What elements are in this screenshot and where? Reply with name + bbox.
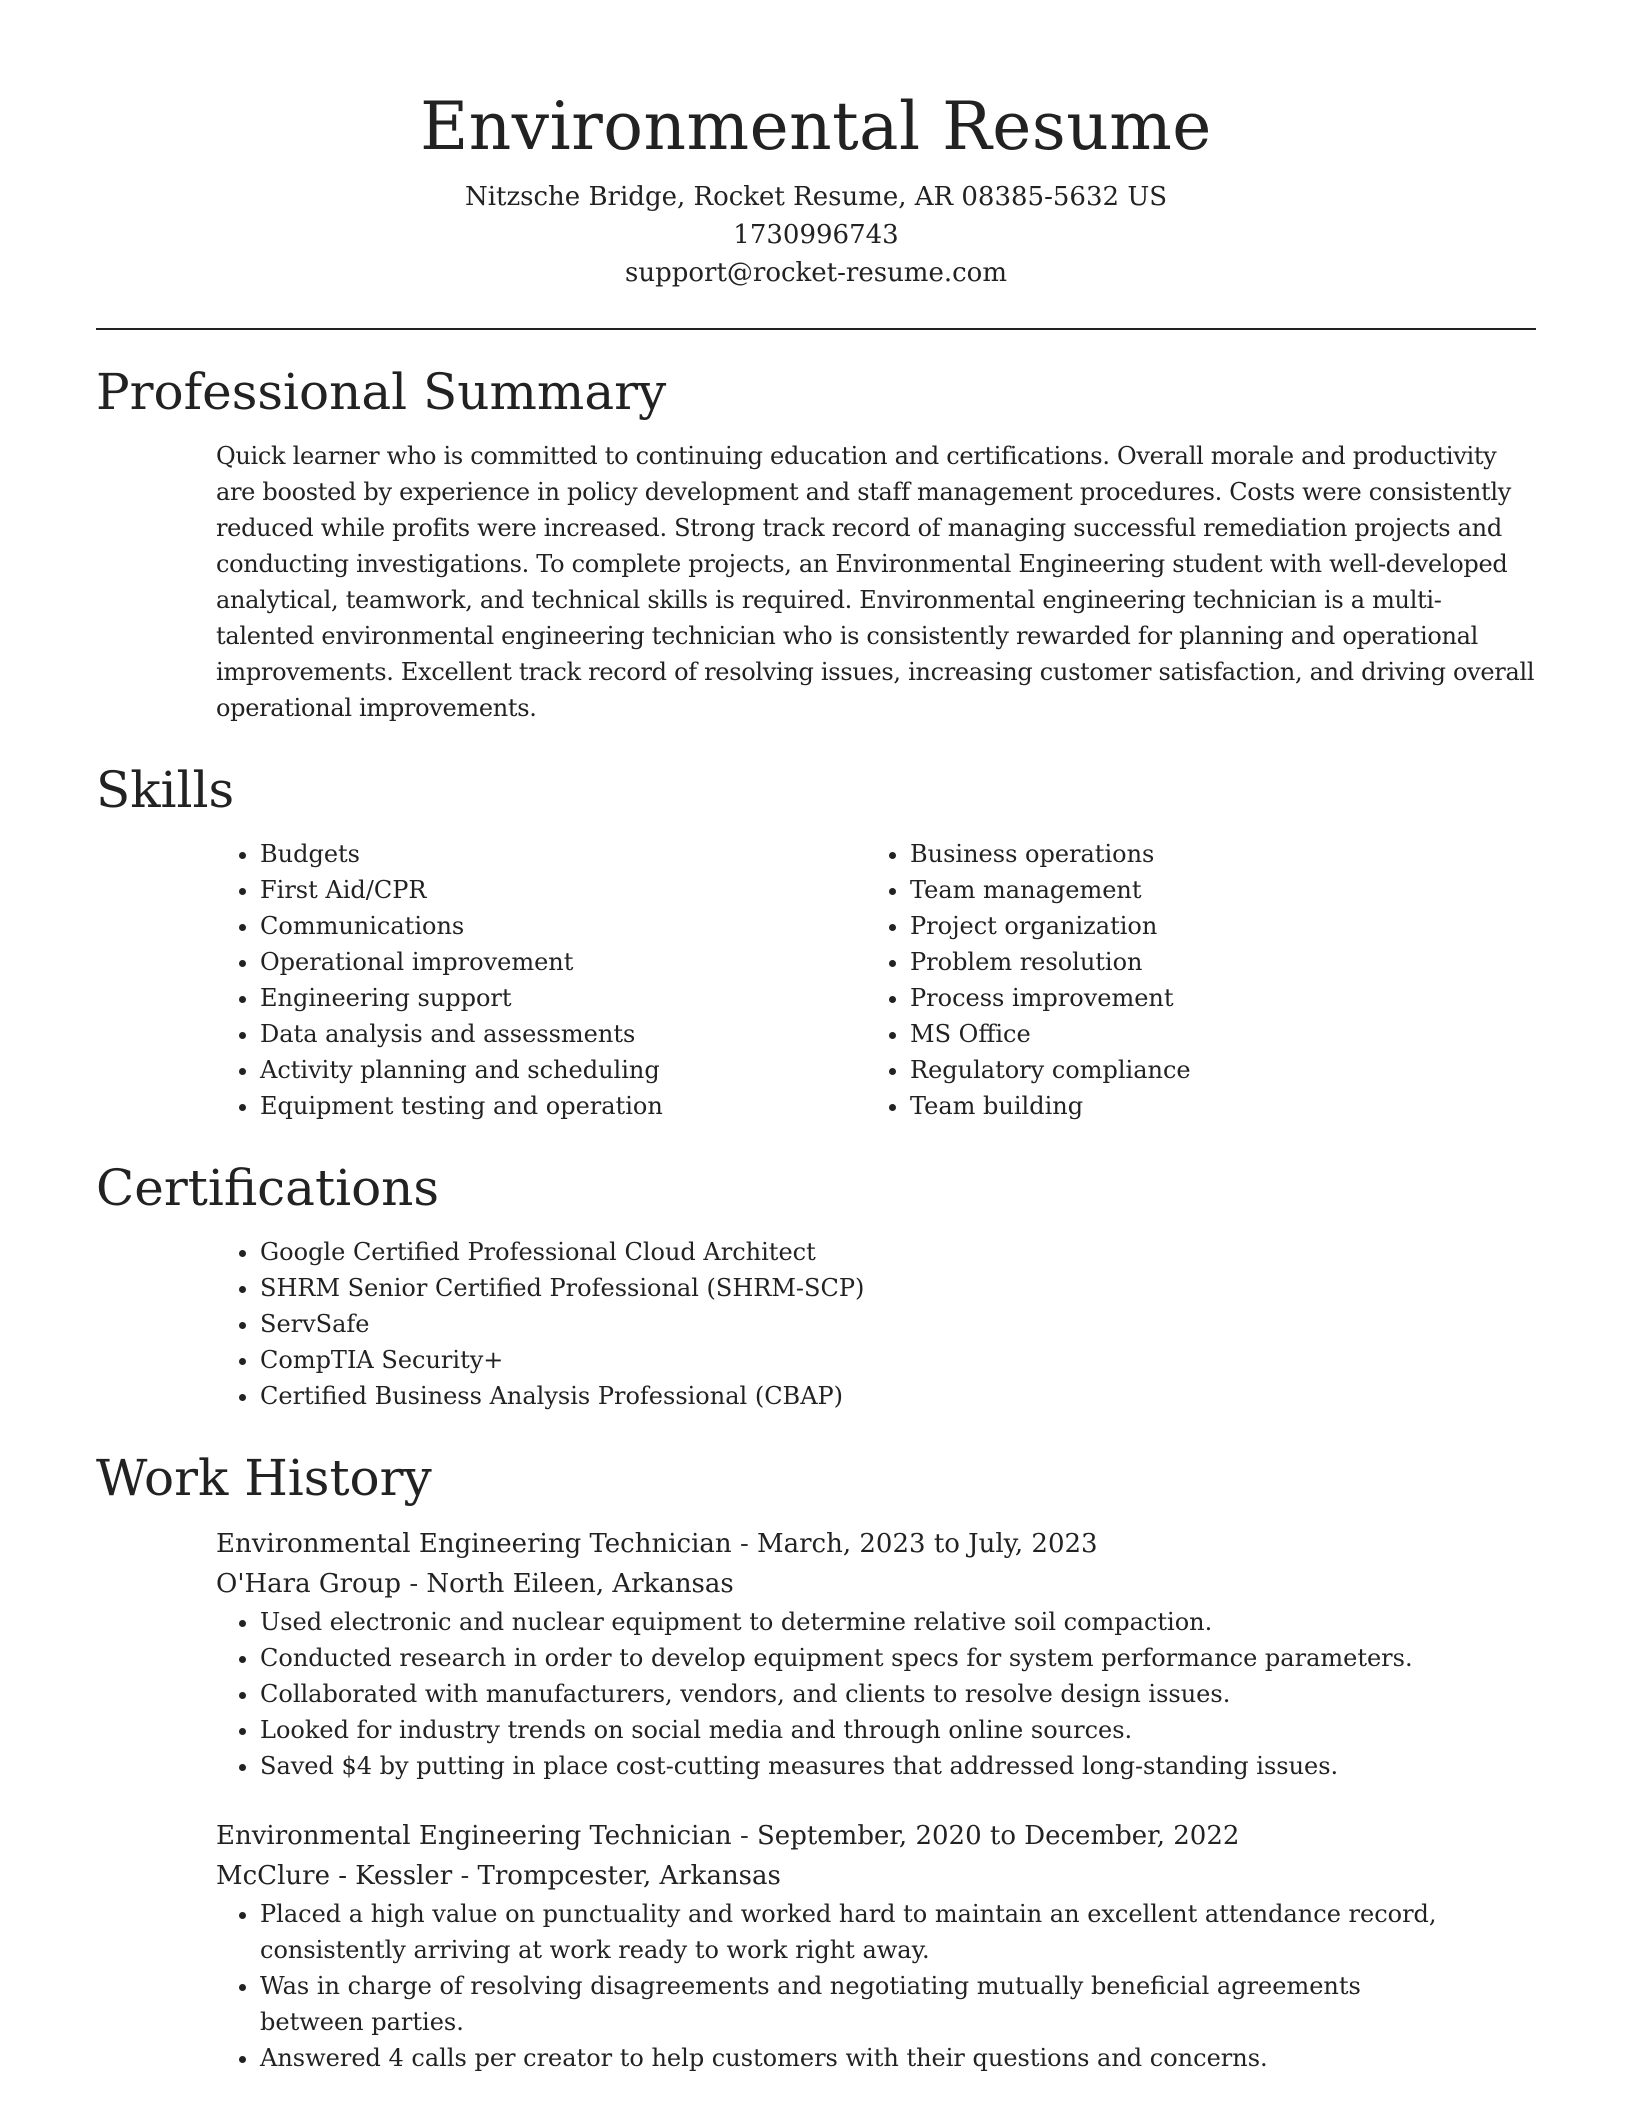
job-company: O'Hara Group (216, 1569, 402, 1599)
skill-item: • MS Office (910, 1016, 1516, 1052)
job-entry (216, 1524, 1536, 1784)
summary-text: Quick learner who is committed to continuing education and certifications. Overall morale and productivity are boosted by experience in policy development and staff management procedures. Costs were consistently reduced while profits were increased. Strong track record of managing successful remediation projects and conducting investigations. To complete projects, an Environmental Engineering student with well-developed analytical, teamwork, and technical skills is required. Environmental engineering technician is a multi-talented environmental engineering technician who is consistently rewarded for planning and operational improvements. Excellent track record of resolving issues, increasing customer satisfaction, and driving overall operational improvements. (216, 442, 1535, 722)
certification-item: • CompTIA Security+ (260, 1342, 1536, 1378)
skill-item: • Budgets (260, 836, 866, 872)
separator: - (739, 1821, 757, 1851)
work-history-title: Work History (96, 1449, 432, 1507)
job-bullet: • Placed a high value on punctuality and worked hard to maintain an excellent attendance record, consistently arriving at work ready to work right away. (260, 1896, 1440, 1968)
header-divider (96, 328, 1536, 330)
certification-item: • Certified Business Analysis Professional (CBAP) (260, 1378, 1536, 1414)
job-company: McClure - Kessler (216, 1861, 453, 1891)
certifications-list (216, 1234, 1536, 1414)
job-bullets (216, 1604, 1536, 1784)
job-title-line (216, 1524, 1536, 1564)
skill-item: • Team management (910, 872, 1516, 908)
summary-title: Professional Summary (96, 363, 667, 421)
job-company-line (216, 1856, 1536, 1896)
skill-item: • Data analysis and assessments (260, 1016, 866, 1052)
skill-item: • Operational improvement (260, 944, 866, 980)
separator: - (409, 1569, 427, 1599)
resume-header (96, 0, 1536, 292)
skills-list-left (216, 836, 866, 1124)
separator: - (460, 1861, 478, 1891)
certifications-body (216, 1234, 1536, 1414)
summary-body (216, 438, 1536, 726)
separator: - (739, 1529, 757, 1559)
skills-section (96, 758, 1536, 1124)
skills-column-right (866, 836, 1516, 1124)
work-history-section (96, 1446, 1536, 2076)
job-title-line (216, 1816, 1536, 1856)
job-title: Environmental Engineering Technician (216, 1529, 732, 1559)
certification-item: • SHRM Senior Certified Professional (SHRM-SCP) (260, 1270, 1536, 1306)
skill-item: • Regulatory compliance (910, 1052, 1516, 1088)
summary-section (96, 360, 1536, 726)
job-bullet: • Answered 4 calls per creator to help customers with their questions and concerns. (260, 2040, 1440, 2076)
skills-title: Skills (96, 761, 235, 819)
job-bullet: • Used electronic and nuclear equipment to determine relative soil compaction. (260, 1604, 1440, 1640)
skill-item: • Process improvement (910, 980, 1516, 1016)
job-bullets (216, 1896, 1536, 2076)
certifications-title: Certifications (96, 1159, 440, 1217)
job-company-line (216, 1564, 1536, 1604)
skills-list-right (866, 836, 1516, 1124)
skill-item: • Problem resolution (910, 944, 1516, 980)
job-bullet: • Looked for industry trends on social media and through online sources. (260, 1712, 1440, 1748)
job-bullet: • Saved $4 by putting in place cost-cutting measures that addressed long-standing issues. (260, 1748, 1440, 1784)
skill-item: • Communications (260, 908, 866, 944)
certification-item: • Google Certified Professional Cloud Architect (260, 1234, 1536, 1270)
skill-item: • Engineering support (260, 980, 866, 1016)
resume-name: Environmental Resume (420, 88, 1212, 165)
certifications-section (96, 1156, 1536, 1414)
job-location: Trompcester, Arkansas (477, 1861, 781, 1891)
job-bullet: • Collaborated with manufacturers, vendors, and clients to resolve design issues. (260, 1676, 1440, 1712)
certification-item: • ServSafe (260, 1306, 1536, 1342)
skills-column-left (216, 836, 866, 1124)
skill-item: • Team building (910, 1088, 1516, 1124)
contact-block (96, 178, 1536, 292)
job-bullet: • Conducted research in order to develop equipment specs for system performance parameters. (260, 1640, 1440, 1676)
work-history-body (216, 1524, 1536, 2076)
job-entry (216, 1816, 1536, 2076)
job-location: North Eileen, Arkansas (426, 1569, 734, 1599)
job-dates: March, 2023 to July, 2023 (757, 1529, 1098, 1559)
skill-item: • Equipment testing and operation (260, 1088, 866, 1124)
skill-item: • Activity planning and scheduling (260, 1052, 866, 1088)
resume-page (96, 0, 1536, 2108)
skills-body (216, 836, 1536, 1124)
job-dates: September, 2020 to December, 2022 (757, 1821, 1240, 1851)
skill-item: • Business operations (910, 836, 1516, 872)
contact-email: support@rocket-resume.com (624, 258, 1007, 288)
skill-item: • First Aid/CPR (260, 872, 866, 908)
job-title: Environmental Engineering Technician (216, 1821, 732, 1851)
contact-address: Nitzsche Bridge, Rocket Resume, AR 08385-5632 US (464, 182, 1168, 212)
contact-phone: 1730996743 (733, 220, 899, 250)
skill-item: • Project organization (910, 908, 1516, 944)
job-bullet: • Was in charge of resolving disagreements and negotiating mutually beneficial agreements between parties. (260, 1968, 1440, 2040)
